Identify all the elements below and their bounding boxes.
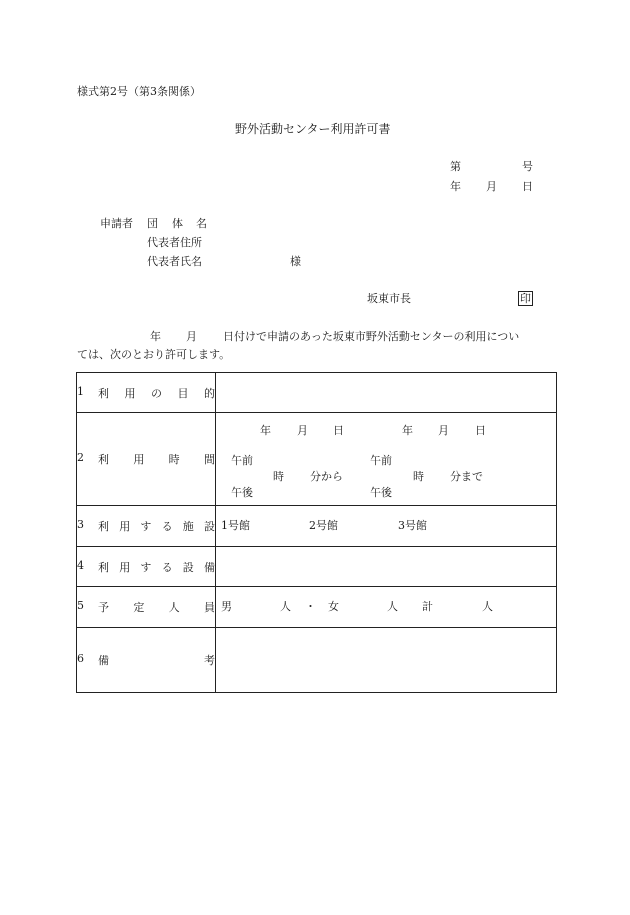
row-number: 3 [77, 518, 84, 531]
equipment-value-cell [216, 547, 557, 587]
body-line-1: 日付けで申請のあった坂東市野外活動センターの利用につい [223, 330, 520, 343]
start-minute: 分から [310, 470, 343, 483]
row-number: 4 [77, 558, 84, 572]
row-label: 利 用 す る 設 備 [98, 560, 215, 574]
honorific-sama: 様 [290, 255, 301, 268]
row-number: 6 [77, 652, 84, 665]
row-number: 5 [77, 599, 84, 612]
rep-name-label: 代表者氏名 [147, 255, 202, 268]
start-pm: 午後 [231, 486, 253, 499]
total-person-unit: 人 [482, 600, 493, 613]
rep-address-label: 代表者住所 [147, 236, 202, 249]
end-day: 日 [475, 424, 486, 437]
building-1: 1号館 [221, 519, 250, 532]
body-year: 年 [150, 330, 161, 343]
row-label: 備 考 [98, 654, 215, 667]
document-title: 野外活動センター利用許可書 [235, 122, 391, 136]
start-day: 日 [333, 424, 344, 437]
group-name-char-2: 体 [172, 217, 183, 230]
end-am: 午前 [370, 454, 392, 467]
end-month: 月 [438, 424, 449, 437]
row-facility [77, 506, 557, 547]
group-name-char-1: 団 [147, 217, 158, 230]
start-am: 午前 [231, 454, 253, 467]
doc-number-dai: 第 [450, 160, 461, 173]
male-person-unit: 人 [280, 600, 291, 613]
remarks-value-cell [216, 628, 557, 693]
end-year: 年 [402, 424, 413, 437]
separator-dot: ・ [305, 600, 316, 613]
start-month: 月 [297, 424, 308, 437]
body-line-2: ては、次のとおり許可します。 [77, 348, 231, 361]
seal-mark: 印 [520, 292, 531, 305]
row-label: 予 定 人 員 [98, 601, 215, 614]
facility-cell [216, 506, 557, 547]
row-equipment [77, 547, 557, 587]
end-pm: 午後 [370, 486, 392, 499]
form-number: 様式第2号（第3条関係） [77, 85, 201, 98]
row-headcount [77, 587, 557, 628]
issue-date-month: 月 [486, 180, 497, 193]
start-year: 年 [260, 424, 271, 437]
row-number: 2 [77, 451, 84, 464]
row-label: 利 用 の 目 的 [98, 386, 215, 400]
permit-table [76, 372, 557, 693]
female-label: 女 [328, 600, 339, 613]
headcount-cell [216, 587, 557, 628]
row-usage-time [77, 413, 557, 506]
group-name-char-3: 名 [196, 217, 207, 230]
end-hour: 時 [413, 470, 424, 483]
row-label: 利 用 時 間 [98, 453, 215, 466]
end-minute: 分まで [450, 470, 483, 483]
issue-date-day: 日 [522, 180, 533, 193]
purpose-value-cell [216, 373, 557, 413]
row-label: 利 用 す る 施 設 [98, 520, 215, 533]
total-label: 計 [422, 600, 433, 613]
row-number: 1 [77, 384, 84, 398]
building-3: 3号館 [398, 519, 427, 532]
usage-time-cell [216, 413, 557, 506]
row-remarks [77, 628, 557, 693]
building-2: 2号館 [309, 519, 338, 532]
female-person-unit: 人 [387, 600, 398, 613]
male-label: 男 [221, 600, 232, 613]
applicant-label: 申請者 [100, 217, 133, 230]
issue-date-year: 年 [450, 180, 461, 193]
row-purpose [77, 373, 557, 413]
doc-number-go: 号 [522, 160, 533, 173]
issuer-title: 坂東市長 [367, 292, 411, 305]
start-hour: 時 [273, 470, 284, 483]
body-month: 月 [186, 330, 197, 343]
